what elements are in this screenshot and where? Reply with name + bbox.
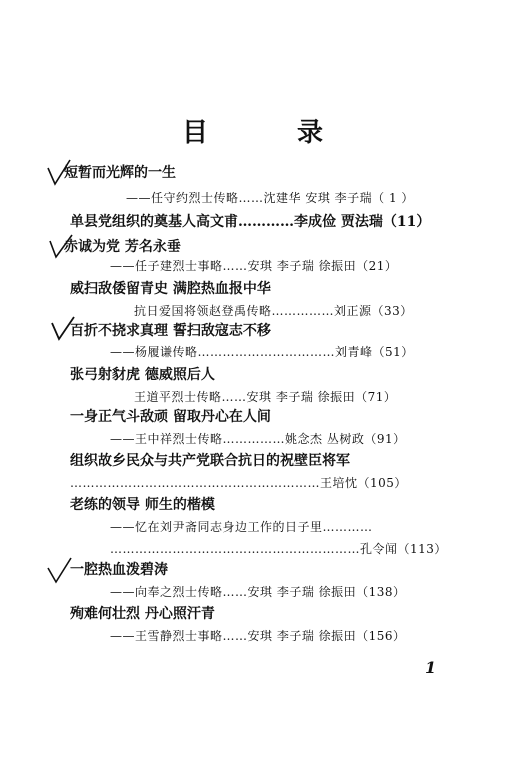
toc-entry-subtitle: 王道平烈士传略……安琪 李子瑞 徐振田（71） — [134, 390, 397, 404]
toc-entry-title: 张弓射豺虎 德威照后人 — [70, 367, 215, 383]
toc-entry-subtitle: ——王中祥烈士传略……………姚念杰 丛树政（91） — [110, 432, 406, 446]
toc-entry-title: 单县党组织的奠基人高文甫…………李成俭 贾法瑞（11） — [70, 214, 431, 230]
handwritten-check-icon — [46, 556, 72, 584]
toc-entry-title: 一腔热血泼碧涛 — [70, 562, 168, 578]
toc-entry-title: 赤诚为党 芳名永垂 — [64, 239, 181, 255]
toc-entry-subtitle: ——杨履谦传略……………………………刘青峰（51） — [110, 345, 414, 359]
toc-entry-subtitle: ……………………………………………………孔令闻（113） — [110, 542, 447, 556]
toc-entry-title: 组织故乡民众与共产党联合抗日的祝壁臣将军 — [70, 453, 350, 469]
toc-entry-title: 百折不挠求真理 誓扫敌寇志不移 — [70, 323, 271, 339]
toc-entry-title: 短暂而光辉的一生 — [64, 165, 176, 181]
page-title: 目 录 — [181, 118, 364, 148]
toc-entry-subtitle: ——任守约烈士传略……沈建华 安琪 李子瑞（ 1 ） — [126, 191, 414, 205]
toc-entry-subtitle: ——向奉之烈士传略……安琪 李子瑞 徐振田（138） — [110, 585, 406, 599]
toc-entry-title: 一身正气斗敌顽 留取丹心在人间 — [70, 409, 271, 425]
toc-entry-subtitle: ——忆在刘尹斋同志身边工作的日子里………… — [110, 520, 373, 534]
toc-entry-title: 老练的领导 师生的楷模 — [70, 497, 215, 513]
toc-entry-title: 威扫敌倭留青史 满腔热血报中华 — [70, 281, 271, 297]
toc-entry-title: 殉难何壮烈 丹心照汗青 — [70, 606, 215, 622]
toc-entry-subtitle: ……………………………………………………王培忱（105） — [70, 476, 407, 490]
toc-entry-subtitle: ——任子建烈士事略……安琪 李子瑞 徐振田（21） — [110, 259, 398, 273]
toc-entry-subtitle: ——王雪静烈士事略……安琪 李子瑞 徐振田（156） — [110, 629, 406, 643]
page-number: 1 — [425, 658, 437, 677]
toc-entry-subtitle: 抗日爱国将领赵登禹传略……………刘正源（33） — [134, 304, 413, 318]
